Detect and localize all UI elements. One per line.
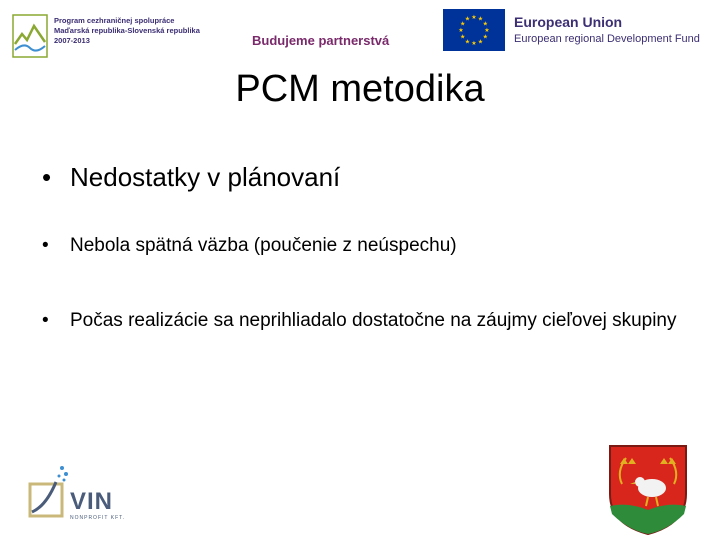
eu-star-icon: ★ — [464, 16, 471, 23]
eu-star-icon: ★ — [482, 34, 488, 41]
eu-star-icon: ★ — [460, 21, 466, 28]
eu-star-icon: ★ — [458, 28, 464, 34]
bullet-text: Nedostatky v plánovaní — [70, 162, 341, 192]
bullet-item — [42, 308, 682, 334]
program-line-2: Maďarská republika-Slovenská republika — [54, 26, 200, 35]
bullet-dot: • — [42, 310, 49, 331]
bullet-dot: • — [42, 162, 52, 192]
eu-star-icon: ★ — [460, 34, 466, 41]
eu-star-icon: ★ — [471, 15, 477, 21]
vin-logo-text: VIN — [70, 488, 114, 515]
bullet-text: Nebola spätná väzba (poučenie z neúspechu) — [70, 235, 457, 256]
slogan: Budujeme partnerstvá — [252, 33, 390, 48]
program-logo-text — [54, 16, 200, 46]
page-title — [0, 68, 720, 111]
eu-title: European Union — [514, 14, 623, 30]
program-logo-icon — [12, 14, 48, 58]
eu-subtitle: European regional Development Fund — [514, 33, 700, 45]
vin-logo — [26, 462, 144, 526]
page-title-text: PCM metodika — [235, 68, 485, 110]
bullet-dot: • — [42, 235, 49, 256]
eu-star-icon: ★ — [477, 39, 484, 46]
eu-star-icon: ★ — [471, 41, 477, 47]
eu-star-icon: ★ — [482, 21, 488, 28]
bullet-item — [42, 162, 340, 193]
program-logo — [12, 12, 212, 62]
eu-star-icon: ★ — [464, 39, 471, 46]
eu-flag-icon — [443, 9, 505, 51]
vin-logo-icon — [26, 462, 72, 526]
program-line-3: 2007-2013 — [54, 36, 90, 45]
eu-star-icon: ★ — [484, 28, 490, 34]
program-line-1: Program cezhraničnej spolupráce — [54, 16, 175, 25]
eu-star-icon: ★ — [477, 16, 484, 23]
bullet-text: Počas realizácie sa neprihliadalo dostatočne na záujmy cieľovej skupiny — [70, 310, 677, 331]
bullet-item — [42, 235, 457, 257]
vin-logo-tagline: NONPROFIT KFT. — [70, 515, 126, 521]
coat-of-arms-icon — [608, 444, 688, 536]
